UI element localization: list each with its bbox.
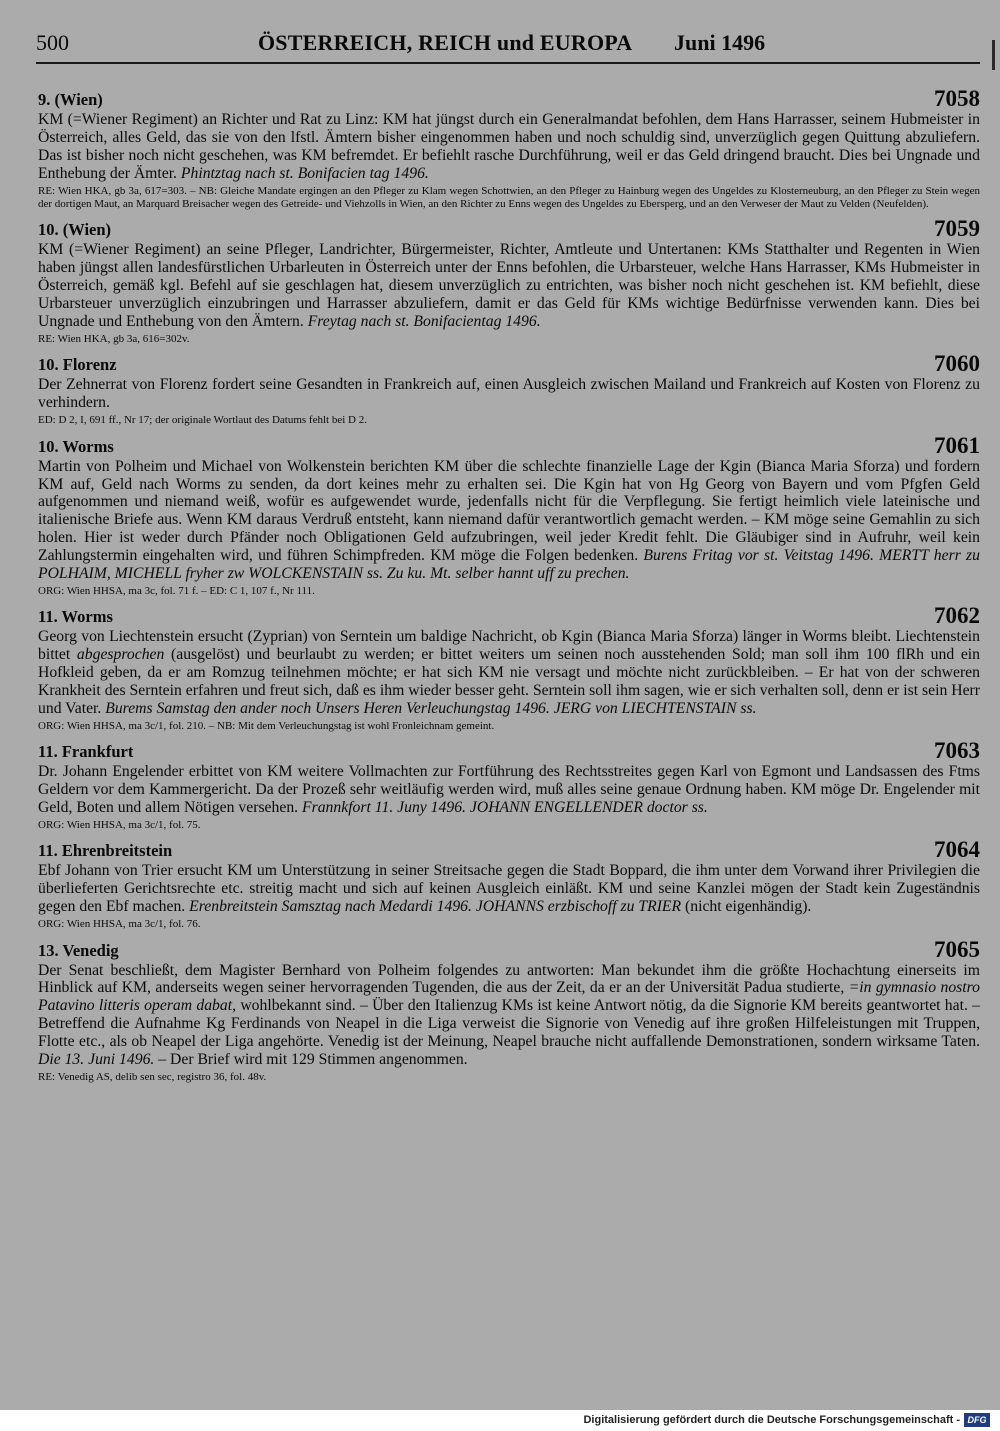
scan-edge-mark	[992, 40, 995, 70]
page-header	[36, 30, 980, 64]
entry-body: Ebf Johann von Trier ersucht KM um Unterstützung in seiner Streitsache gegen die Stadt Boppard, die ihm unter dem Vorwand ihrer Privilegien die überlieferten Gerichtsrechte etc. streitig macht und sich auf keinen Ausgleich einläßt. KM und seine Kanzlei mögen der Stadt kein Zugeständnis gegen den Ebf machen. Erenbreitstein Samsztag nach Medardi 1496. JOHANNS erzbischoff zu TRIER (nicht eigenhändig).	[38, 862, 980, 916]
entry-note: RE: Wien HKA, gb 3a, 617=303. – NB: Gleiche Mandate ergingen an den Pfleger zu Klam wegen Schottwien, an den Pfleger zu Hainburg wegen des Ungeldes zu Klosterneuburg, an den Pfleger zu Stein wegen der dortigen Maut, an Marquard Breisacher wegen des Getreide- und Viehzolls in Wien, an den Richter zu Enns wegen des Ungeldes zu Ebersperg, und an den Verweser der Maut zu Velden (Neufelden).	[38, 184, 980, 211]
entry-number: 7062	[934, 603, 980, 629]
entry-note: RE: Venedig AS, delib sen sec, registro 36, fol. 48v.	[38, 1070, 267, 1083]
entry-header	[38, 432, 980, 458]
entry-place: 10. Worms	[38, 436, 114, 456]
entry-body: Martin von Polheim und Michael von Wolkenstein berichten KM über die schlechte finanzielle Lage der Kgin (Bianca Maria Sforza) und fordern KM auf, Geld nach Worms zu senden, da dort keines mehr zu erhalten sei. Die Kgin hat von Hg Georg von Bayern und vom Pfgfen Geld aufgenommen und niemand weiß, wofür es aufgewendet wurde, jedenfalls nicht für die Verpflegung. Sie fertigt heimlich viele lateinische und italienische Briefe aus. Wenn KM daraus Verdruß entsteht, kann niemand dafür verantwortlich gemacht werden. – KM möge seine Gemahlin zu sich holen. Hier ist weder durch Pfänder noch Obligationen Geld aufzubringen, weil jeder Kredit fehlt. Die Gläubiger sind in Aufruhr, weil kein Zahlungstermin eingehalten wird, und führen Schimpfreden. KM möge die Folgen bedenken. Burens Fritag vor st. Veitstag 1496. MERTT herr zu POLHAIM, MICHELL fryher zw WOLCKENSTAIN ss. Zu ku. Mt. selber hannt uff zu prechen.	[38, 457, 981, 583]
entry-body: Der Zehnerrat von Florenz fordert seine Gesandten in Frankreich auf, einen Ausgleich zwischen Mailand und Frankreich auf Kosten von Florenz zu verhindern.	[38, 376, 980, 412]
entry-place: 11. Frankfurt	[38, 742, 134, 762]
entry-note: ORG: Wien HHSA, ma 3c/1, fol. 210. – NB: Mit dem Verleuchungstag ist wohl Fronleichnam gemeint.	[38, 719, 495, 732]
entry-number: 7058	[934, 86, 980, 111]
entry-body: KM (=Wiener Regiment) an seine Pfleger, Landrichter, Bürgermeister, Richter, Amtleute und Untertanen: KMs Statthalter und Regenten in Wien haben jüngst allen landesfürstlichen Urbarleuten in Österreich unter der Enns befohlen, die Urbarsteuer, welche Hans Harrasser, KMs Hubmeister in Österreich, gemäß kgl. Befehl auf sie geschlagen hat, diesem unverzüglich zu entrichten, was bisher noch nicht geschehen ist. KM befiehlt, diese Urbarsteuer unverzüglich einzubringen und Harrasser abzuliefern, damit er das Geld für KMs wichtige Bedürfnisse verwenden kann. Dies bei Ungnade und Enthebung von den Ämtern. Freytag nach st. Bonifacientag 1496.	[38, 241, 980, 331]
running-title: ÖSTERREICH, REICH und EUROPA	[258, 30, 633, 55]
entry-number: 7060	[934, 351, 980, 377]
entry-body: KM (=Wiener Regiment) an Richter und Rat zu Linz: KM hat jüngst durch ein Generalmandat befohlen, dem Hans Harrasser, seinem Hubmeister in Österreich, alles Geld, das sie von den lfstl. Ämtern bisher eingenommen haben und noch schuldig sind, unverzüglich gegen Quittung abzuliefern. Das ist bisher noch nicht geschehen, was KM befremdet. Er befiehlt rasche Durchführung, weil er das Geld dringend braucht. Dies bei Ungnade und Enthebung der Ämter. Phintztag nach st. Bonifacien tag 1496.	[38, 111, 980, 182]
entry-number: 7063	[934, 738, 980, 764]
entry-7063	[38, 740, 980, 832]
entry-header	[38, 88, 980, 111]
dfg-logo[interactable]: DFG	[964, 1413, 990, 1427]
entry-7062	[38, 605, 980, 733]
entry-place: 9. (Wien)	[38, 90, 103, 109]
entry-7058	[38, 88, 980, 211]
entry-7064	[38, 839, 980, 931]
entry-header	[38, 740, 980, 763]
entry-header	[38, 839, 980, 862]
entry-note: ORG: Wien HHSA, ma 3c/1, fol. 76.	[38, 918, 201, 931]
entry-body: Georg von Liechtenstein ersucht (Zyprian) von Serntein um baldige Nachricht, ob Kgin (Bianca Maria Sforza) länger in Worms bleibt. Liechtenstein bittet abgesprochen (ausgelöst) und beurlaubt zu werden; er bittet weiters um seinen noch ausstehenden Sold; man soll ihm 100 flRh und ein Hofkleid geben, da er am Romzug teilnehmen möchte; er hat sich KM nie versagt und möchte nicht zurückbleiben. – Er hat von der schweren Krankheit des Serntein erfahren und freut sich, daß es ihm wieder besser geht. Serntein soll ihm sagen, wie er sich verhalten soll, denn er ist sein Herr und Vater. Burems Samstag den ander noch Unsers Heren Verleuchungstag 1496. JERG von LIECHTENSTAIN ss.	[38, 628, 980, 717]
funding-notice: Digitalisierung gefördert durch die Deutsche Forschungsgemeinschaft -	[583, 1414, 960, 1426]
regesta-entries	[38, 88, 980, 1091]
entry-note: RE: Wien HKA, gb 3a, 616=302v.	[38, 332, 190, 345]
entry-7065	[38, 936, 981, 1085]
entry-place: 11. Worms	[38, 607, 113, 627]
entry-number: 7061	[934, 432, 980, 458]
entry-place: 10. (Wien)	[38, 220, 112, 240]
entry-7061	[38, 432, 981, 599]
entry-header	[38, 218, 980, 241]
page-footer	[0, 1410, 1000, 1431]
entry-place: 11. Ehrenbreitstein	[38, 841, 173, 861]
entry-number: 7065	[934, 936, 980, 962]
entry-note: ORG: Wien HHSA, ma 3c/1, fol. 75.	[38, 819, 201, 831]
entry-body: Dr. Johann Engelender erbittet von KM weitere Vollmachten zur Fortführung des Rechtsstreites gegen Karl von Egmont und Landsassen des Ftms Geldern vor dem Kammergericht. Da der Prozeß sehr weitläufig werden wird, muß alles seine genaue Ordnung haben. KM möge Dr. Engelender mit Geld, Boten und allem Nötigen versehen. Frannkfort 11. Juny 1496. JOHANN ENGELLENDER doctor ss.	[38, 763, 980, 817]
entry-place: 10. Florenz	[38, 355, 117, 375]
entry-note: ORG: Wien HHSA, ma 3c, fol. 71 f. – ED: C 1, 107 f., Nr 111.	[38, 584, 315, 597]
entry-7060	[38, 353, 980, 427]
entry-number: 7059	[934, 216, 980, 242]
entry-7059	[38, 218, 980, 346]
entry-place: 13. Venedig	[38, 940, 119, 960]
running-date: Juni 1496	[674, 30, 766, 55]
page-number: 500	[36, 30, 69, 55]
entry-header	[38, 936, 980, 962]
entry-header	[38, 605, 980, 628]
entry-note: ED: D 2, I, 691 ff., Nr 17; der originale Wortlaut des Datums fehlt bei D 2.	[38, 414, 367, 427]
entry-number: 7064	[934, 837, 980, 863]
entry-body: Der Senat beschließt, dem Magister Bernhard von Polheim folgendes zu antworten: Man bekundet ihm die größte Hochachtung einerseits im Hinblick auf KM, anderseits wegen seiner hervorragenden Tugenden, die aus der Zeit, da er an der Universität Padua studierte, =in gymnasio nostro Patavino litteris operam dabat, wohlbekannt sind. – Über den Italienzug KMs ist keine Antwort nötig, da die Signorie KM bereits geantwortet hat. – Betreffend die Aufnahme Kg Ferdinands von Neapel in die Liga verweist die Signorie von Venedig auf ihre großen Hilfeleistungen mit Truppen, Flotte etc., als ob Neapel der Liga angehörte. Venedig ist der Meinung, Neapel brauche nicht auffallende Demonstrationen, sondern wirksame Taten. Die 13. Juni 1496. – Der Brief wird mit 129 Stimmen angenommen.	[38, 961, 981, 1069]
entry-header	[38, 353, 980, 376]
header-rule	[36, 62, 980, 64]
